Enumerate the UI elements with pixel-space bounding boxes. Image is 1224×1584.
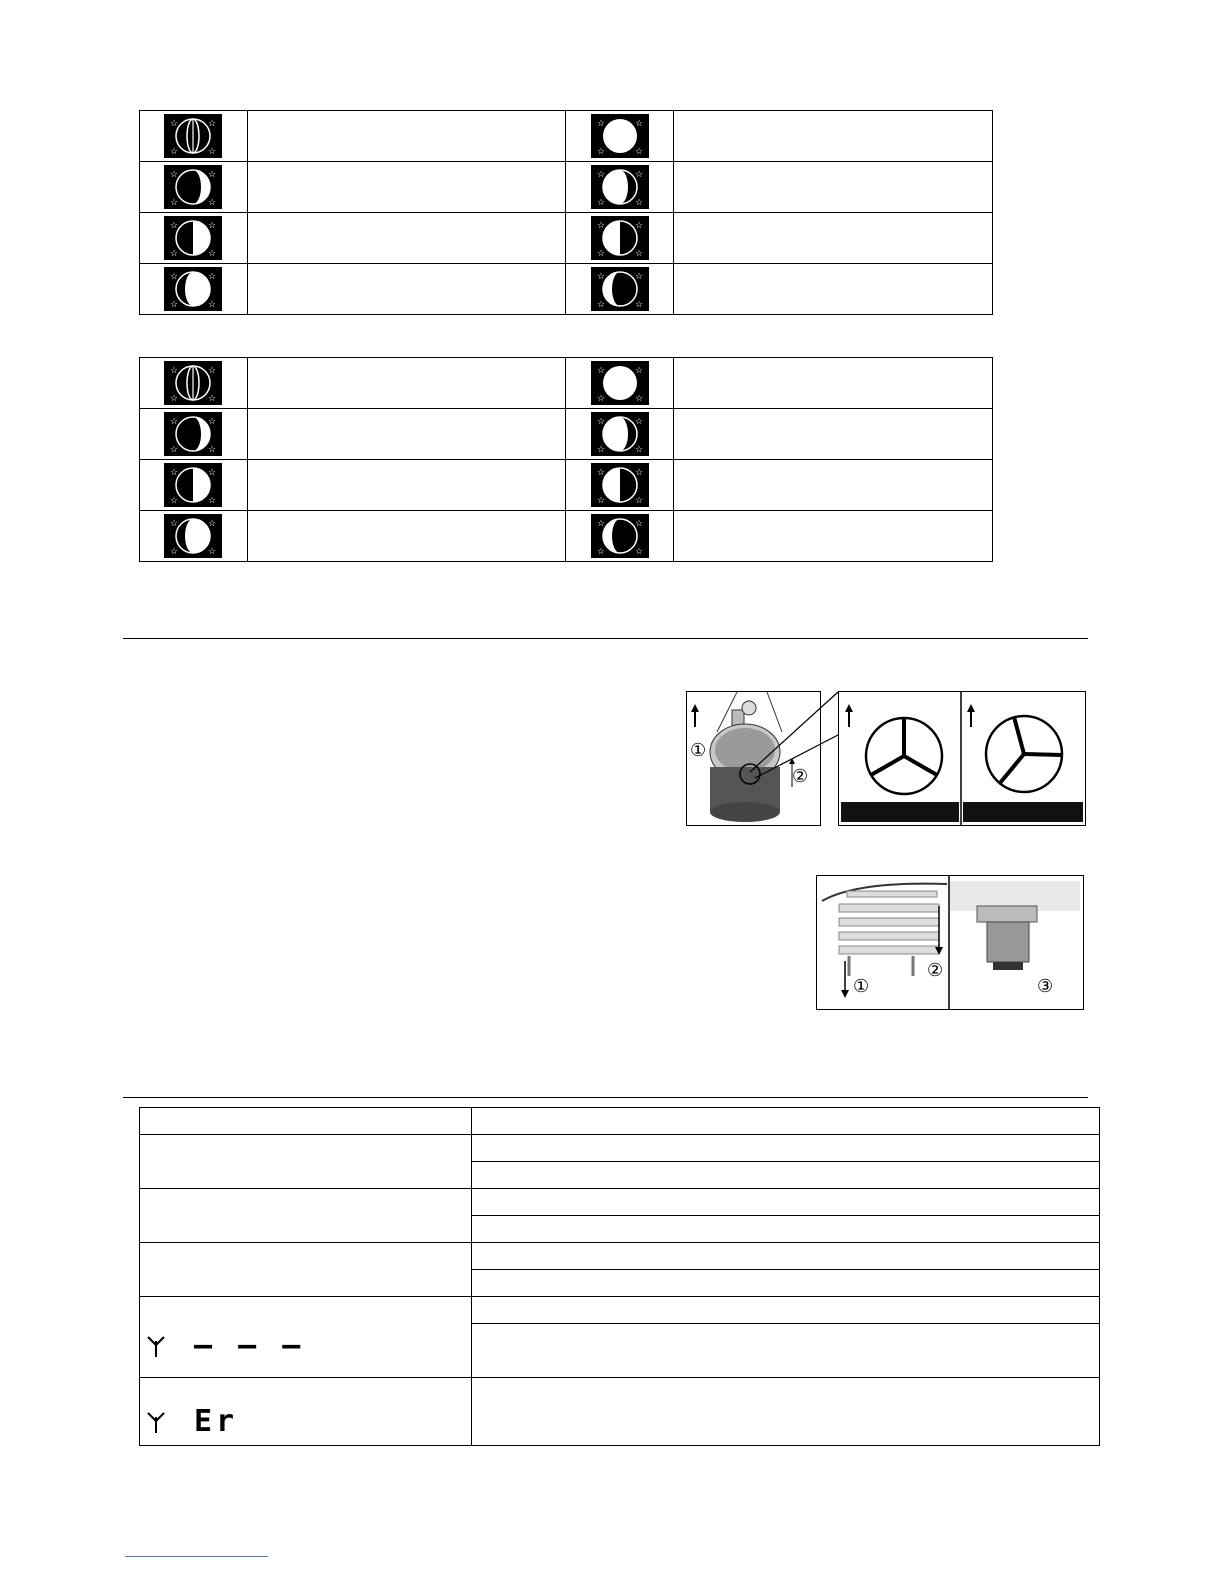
step-2-label: ② (927, 960, 944, 980)
svg-text:☆: ☆ (596, 518, 605, 528)
moon-phase-row (140, 358, 993, 409)
svg-text:☆: ☆ (170, 220, 179, 230)
solution-cell (472, 1297, 1100, 1324)
moon-icon-cell (140, 213, 248, 264)
svg-text:☆: ☆ (634, 169, 643, 179)
svg-text:☆: ☆ (634, 444, 643, 454)
svg-text:☆: ☆ (634, 365, 643, 375)
solution-cell (472, 1162, 1100, 1189)
svg-text:☆: ☆ (596, 220, 605, 230)
problem-cell (140, 1243, 472, 1297)
svg-text:☆: ☆ (634, 416, 643, 426)
moon-phase-table-1 (139, 110, 993, 315)
svg-text:☆: ☆ (634, 518, 643, 528)
svg-text:☆: ☆ (596, 118, 605, 128)
svg-text:☆: ☆ (208, 393, 217, 403)
moon-icon-cell (566, 511, 674, 562)
step-1-label: ① (853, 976, 870, 996)
last-quarter-icon (591, 463, 649, 507)
svg-text:☆: ☆ (596, 546, 605, 556)
antenna-icon (146, 1411, 166, 1433)
troubleshooting-table (139, 1107, 1100, 1446)
solution-cell (472, 1189, 1100, 1216)
moon-phase-description-cell (674, 213, 993, 264)
error-display: Er (194, 1404, 239, 1439)
moon-phase-row (140, 162, 993, 213)
moon-phase-description-cell (674, 511, 993, 562)
svg-text:☆: ☆ (208, 169, 217, 179)
svg-text:☆: ☆ (208, 444, 217, 454)
svg-text:☆: ☆ (208, 248, 217, 258)
moon-phase-description-cell (247, 111, 566, 162)
svg-text:☆: ☆ (596, 146, 605, 156)
svg-text:☆: ☆ (634, 299, 643, 309)
svg-text:☆: ☆ (170, 118, 179, 128)
svg-text:☆: ☆ (208, 220, 217, 230)
svg-text:☆: ☆ (634, 495, 643, 505)
svg-text:☆: ☆ (208, 546, 217, 556)
svg-text:☆: ☆ (208, 518, 217, 528)
full-moon-icon (591, 114, 649, 158)
section-divider (123, 638, 1088, 639)
svg-text:☆: ☆ (208, 416, 217, 426)
svg-text:☆: ☆ (596, 467, 605, 477)
waning-crescent-icon (591, 267, 649, 311)
moon-phase-description-cell (674, 111, 993, 162)
solution-cell (472, 1216, 1100, 1243)
svg-text:☆: ☆ (634, 248, 643, 258)
zoom-callout-lines (740, 690, 850, 780)
new-moon-outline-icon (164, 361, 222, 405)
moon-icon-cell (140, 460, 248, 511)
svg-text:☆: ☆ (208, 299, 217, 309)
solution-cell (472, 1378, 1100, 1446)
waxing-gibbous-icon (164, 267, 222, 311)
svg-text:☆: ☆ (634, 467, 643, 477)
svg-text:☆: ☆ (634, 220, 643, 230)
thermo-shield-figure (816, 875, 1084, 1010)
svg-text:☆: ☆ (634, 393, 643, 403)
moon-phase-row (140, 460, 993, 511)
moon-phase-row (140, 264, 993, 315)
svg-text:☆: ☆ (170, 416, 179, 426)
moon-phase-description-cell (247, 162, 566, 213)
moon-phase-table-2 (139, 357, 993, 562)
svg-text:☆: ☆ (208, 495, 217, 505)
moon-phase-description-cell (674, 460, 993, 511)
solution-cell (472, 1135, 1100, 1162)
svg-text:☆: ☆ (170, 467, 179, 477)
waning-crescent-icon (591, 514, 649, 558)
moon-icon-cell (140, 264, 248, 315)
moon-phase-row (140, 409, 993, 460)
problem-cell (140, 1378, 472, 1446)
funnel-alignment-figure (838, 691, 1086, 826)
moon-phase-row (140, 511, 993, 562)
svg-text:☆: ☆ (634, 271, 643, 281)
moon-phase-description-cell (247, 264, 566, 315)
svg-text:☆: ☆ (208, 146, 217, 156)
last-quarter-icon (591, 216, 649, 260)
svg-text:☆: ☆ (170, 197, 179, 207)
svg-text:☆: ☆ (634, 197, 643, 207)
moon-phase-description-cell (247, 409, 566, 460)
svg-text:☆: ☆ (170, 299, 179, 309)
moon-phase-description-cell (247, 358, 566, 409)
svg-text:☆: ☆ (596, 197, 605, 207)
svg-text:☆: ☆ (170, 444, 179, 454)
moon-phase-description-cell (674, 358, 993, 409)
moon-phase-description-cell (247, 213, 566, 264)
problem-cell (140, 1189, 472, 1243)
step-3-label: ③ (1037, 976, 1054, 996)
svg-text:☆: ☆ (208, 118, 217, 128)
moon-phase-row (140, 213, 993, 264)
moon-phase-description-cell (247, 460, 566, 511)
problem-cell (140, 1297, 472, 1378)
first-quarter-icon (164, 216, 222, 260)
problem-cell (140, 1135, 472, 1189)
first-quarter-icon (164, 463, 222, 507)
waxing-crescent-icon (164, 412, 222, 456)
no-signal-display: – – – (194, 1328, 305, 1363)
svg-text:☆: ☆ (170, 546, 179, 556)
svg-text:☆: ☆ (596, 169, 605, 179)
svg-text:☆: ☆ (170, 365, 179, 375)
svg-text:☆: ☆ (596, 495, 605, 505)
svg-text:☆: ☆ (634, 118, 643, 128)
moon-icon-cell (140, 511, 248, 562)
moon-icon-cell (140, 111, 248, 162)
moon-phase-description-cell (674, 162, 993, 213)
waxing-crescent-icon (164, 165, 222, 209)
solution-cell (472, 1243, 1100, 1270)
svg-text:☆: ☆ (596, 248, 605, 258)
header-cell (140, 1108, 472, 1135)
svg-text:☆: ☆ (596, 299, 605, 309)
svg-text:☆: ☆ (208, 365, 217, 375)
waning-gibbous-icon (591, 412, 649, 456)
moon-icon-cell (140, 162, 248, 213)
svg-text:☆: ☆ (170, 518, 179, 528)
moon-icon-cell (566, 213, 674, 264)
antenna-icon (146, 1335, 166, 1357)
step-2-label: ② (792, 766, 809, 786)
moon-icon-cell (566, 264, 674, 315)
svg-text:☆: ☆ (634, 546, 643, 556)
svg-text:☆: ☆ (208, 271, 217, 281)
moon-icon-cell (566, 409, 674, 460)
moon-phase-row (140, 111, 993, 162)
svg-text:☆: ☆ (170, 271, 179, 281)
svg-text:☆: ☆ (170, 393, 179, 403)
moon-icon-cell (566, 358, 674, 409)
svg-text:☆: ☆ (170, 248, 179, 258)
svg-text:☆: ☆ (596, 271, 605, 281)
waxing-gibbous-icon (164, 514, 222, 558)
footer-link-underline (125, 1556, 268, 1557)
svg-text:☆: ☆ (596, 416, 605, 426)
header-cell (472, 1108, 1100, 1135)
solution-cell (472, 1270, 1100, 1297)
svg-text:☆: ☆ (208, 197, 217, 207)
moon-phase-description-cell (674, 409, 993, 460)
moon-icon-cell (566, 460, 674, 511)
moon-icon-cell (140, 358, 248, 409)
moon-icon-cell (566, 111, 674, 162)
svg-text:☆: ☆ (596, 365, 605, 375)
moon-phase-description-cell (247, 511, 566, 562)
step-1-label: ① (690, 740, 707, 760)
section-divider (123, 1097, 1088, 1098)
svg-text:☆: ☆ (170, 169, 179, 179)
full-moon-icon (591, 361, 649, 405)
svg-text:☆: ☆ (170, 495, 179, 505)
moon-phase-description-cell (674, 264, 993, 315)
moon-icon-cell (140, 409, 248, 460)
svg-text:☆: ☆ (208, 467, 217, 477)
svg-text:☆: ☆ (596, 393, 605, 403)
waxing-full-outline-icon (164, 114, 222, 158)
moon-icon-cell (566, 162, 674, 213)
svg-text:☆: ☆ (596, 444, 605, 454)
svg-text:☆: ☆ (634, 146, 643, 156)
waning-gibbous-icon (591, 165, 649, 209)
solution-cell (472, 1324, 1100, 1378)
svg-text:☆: ☆ (170, 146, 179, 156)
